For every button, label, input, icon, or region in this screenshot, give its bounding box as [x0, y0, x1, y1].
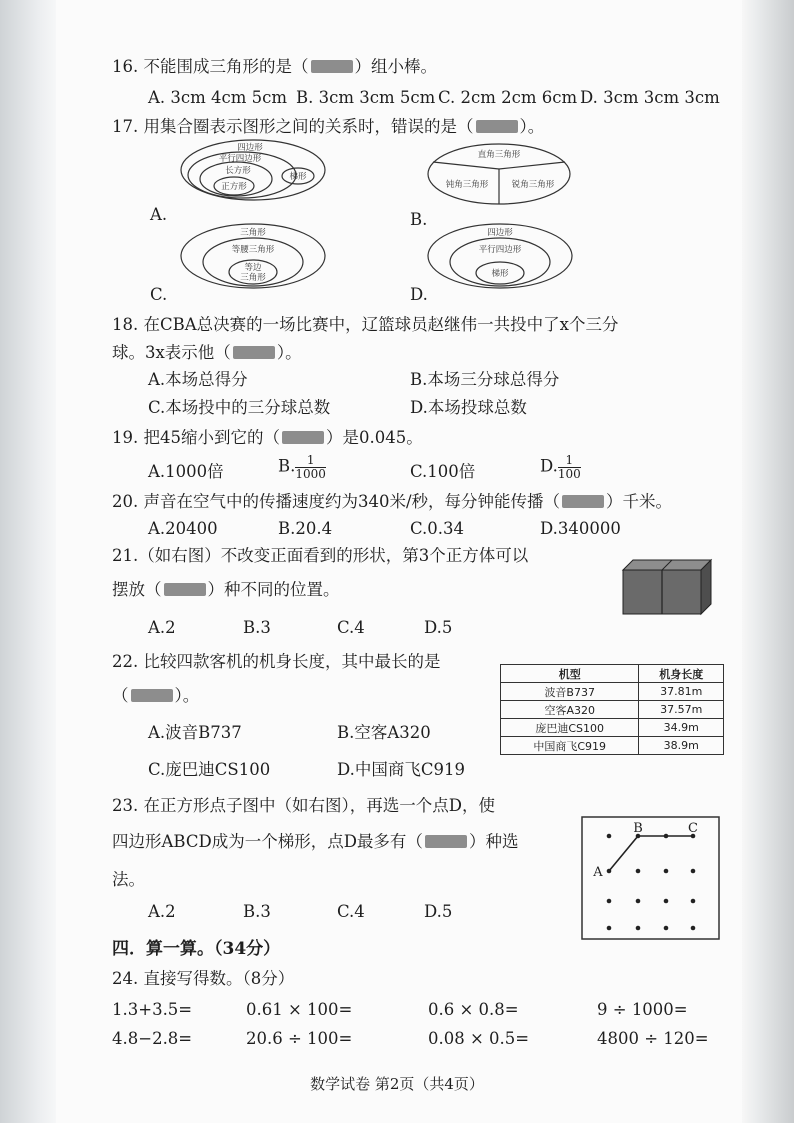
table-row — [501, 683, 724, 701]
q21-option-c: C.4 — [337, 618, 365, 637]
venn-diagram-a — [178, 138, 328, 202]
q24-item: 0.08 × 0.5= — [428, 1029, 530, 1048]
label-parallelogram-d: 平行四边形 — [478, 245, 522, 255]
answer-blank — [233, 346, 275, 359]
q20-stem-text-end: ）千米。 — [606, 492, 673, 511]
answer-blank — [311, 60, 353, 73]
q24-item: 4800 ÷ 120= — [597, 1029, 709, 1048]
q21-option-d: D.5 — [424, 618, 453, 637]
q24-item: 4.8−2.8= — [112, 1029, 193, 1048]
grid-dots — [607, 834, 696, 931]
label-square: 正方形 — [221, 182, 247, 192]
fraction-numerator: 1 — [558, 454, 581, 468]
q20-option-a: A.20400 — [148, 519, 218, 538]
q24-item: 0.6 × 0.8= — [428, 1000, 519, 1019]
table-header-row — [501, 665, 724, 683]
q21-option-b: B.3 — [243, 618, 271, 637]
fraction — [295, 454, 326, 480]
point-c-label: C — [688, 821, 698, 836]
q18-stem-line2 — [112, 343, 302, 363]
fraction-denominator: 1000 — [295, 466, 326, 481]
q17-stem-text: 17. 用集合圈表示图形之间的关系时，错误的是（ — [112, 117, 474, 136]
q21-stem-line1: 21.（如右图）不改变正面看到的形状，第3个正方体可以 — [112, 546, 529, 565]
q22-stem-text: （ — [112, 686, 129, 705]
table-cell: 37.57m — [639, 701, 724, 719]
label-equilateral-1: 等边 — [244, 263, 262, 273]
answer-blank — [282, 431, 324, 444]
q24-item: 9 ÷ 1000= — [597, 1000, 688, 1019]
q19-stem-text: 19. 把45缩小到它的（ — [112, 428, 280, 447]
q17-label-c: C. — [150, 285, 168, 304]
label-rectangle: 长方形 — [225, 166, 251, 176]
label-obtuse-triangle: 钝角三角形 — [445, 180, 489, 190]
q21-stem-text: 摆放（ — [112, 580, 162, 599]
q16-option-b: B. 3cm 3cm 5cm — [296, 88, 436, 107]
label-trapezoid: 梯形 — [289, 172, 307, 182]
table-header-cell: 机身长度 — [639, 665, 724, 683]
table-row — [501, 701, 724, 719]
q23-option-b: B.3 — [243, 902, 271, 921]
q18-option-c: C.本场投中的三分球总数 — [148, 398, 331, 417]
q16-option-c: C. 2cm 2cm 6cm — [438, 88, 578, 107]
q23-option-d: D.5 — [424, 902, 453, 921]
q22-option-a: A.波音B737 — [148, 723, 242, 742]
table-row — [501, 719, 724, 737]
point-a-label: A — [593, 865, 603, 880]
table-cell: 庞巴迪CS100 — [501, 719, 639, 737]
q19-option-b-label: B. — [278, 456, 296, 476]
q22-option-c: C.庞巴迪CS100 — [148, 760, 271, 779]
q24-item: 1.3+3.5= — [112, 1000, 193, 1019]
table-cell: 34.9m — [639, 719, 724, 737]
q22-stem-line1: 22. 比较四款客机的机身长度，其中最长的是 — [112, 652, 441, 671]
answer-blank — [476, 120, 518, 133]
table-cell: 中国商飞C919 — [501, 737, 639, 755]
answer-blank — [131, 689, 173, 702]
label-quadrilateral-d: 四边形 — [487, 228, 513, 238]
q17-stem-text-end: ）。 — [519, 117, 545, 136]
q18-option-a: A.本场总得分 — [148, 370, 248, 389]
point-b-label: B — [633, 821, 643, 836]
answer-blank — [164, 583, 206, 596]
q22-stem-text-end: ）。 — [174, 686, 200, 705]
q16-stem-text: 16. 不能围成三角形的是（ — [112, 57, 309, 76]
q19-option-c: C.100倍 — [410, 462, 476, 481]
q23-option-a: A.2 — [148, 902, 176, 921]
q18-stem-line1: 18. 在CBA总决赛的一场比赛中，辽篮球员赵继伟一共投中了x个三分 — [112, 315, 619, 334]
label-trapezoid-d: 梯形 — [491, 269, 509, 279]
fraction-numerator: 1 — [295, 454, 326, 468]
q21-stem-line2 — [112, 580, 340, 600]
q16-option-d: D. 3cm 3cm 3cm — [580, 88, 720, 107]
label-triangle: 三角形 — [240, 228, 266, 238]
venn-diagram-c — [178, 222, 328, 290]
q19-option-b — [278, 454, 326, 480]
label-quadrilateral: 四边形 — [237, 143, 263, 153]
venn-diagram-b — [425, 142, 573, 206]
table-cell: 空客A320 — [501, 701, 639, 719]
table-row — [501, 737, 724, 755]
q18-option-d: D.本场投球总数 — [410, 398, 527, 417]
q21-option-a: A.2 — [148, 618, 176, 637]
two-cubes-figure — [620, 552, 716, 616]
q21-stem-text-end: ）种不同的位置。 — [207, 580, 340, 599]
q17-label-b: B. — [410, 210, 428, 229]
label-equilateral-2: 三角形 — [240, 273, 266, 283]
q19-stem — [112, 428, 423, 448]
q23-stem-line3: 法。 — [112, 870, 145, 889]
q17-label-d: D. — [410, 285, 428, 304]
label-parallelogram: 平行四边形 — [218, 154, 262, 164]
q18-stem-text: 球。3x表示他（ — [112, 343, 231, 362]
q23-stem-line2 — [112, 832, 518, 852]
q17-stem — [112, 117, 544, 137]
label-acute-triangle: 锐角三角形 — [511, 180, 555, 190]
q20-option-d: D.340000 — [540, 519, 621, 538]
q22-stem-line2 — [112, 686, 199, 706]
label-isosceles-triangle: 等腰三角形 — [231, 245, 275, 255]
q16-option-a: A. 3cm 4cm 5cm — [148, 88, 288, 107]
q20-stem-text: 20. 声音在空气中的传播速度约为340米/秒，每分钟能传播（ — [112, 492, 561, 511]
q20-option-c: C.0.34 — [410, 519, 465, 538]
answer-blank — [562, 495, 604, 508]
q19-option-d-label: D. — [540, 456, 558, 476]
table-cell: 波音B737 — [501, 683, 639, 701]
venn-diagram-d — [425, 222, 575, 290]
q16-stem-text-end: ）组小棒。 — [354, 57, 437, 76]
q22-option-d: D.中国商飞C919 — [337, 760, 466, 779]
q17-label-a: A. — [150, 205, 168, 224]
q18-stem-text-end: ）。 — [276, 343, 302, 362]
q20-stem — [112, 492, 672, 512]
page-footer: 数学试卷 第2页（共4页） — [310, 1075, 484, 1093]
page-shadow-right — [742, 0, 794, 1123]
q23-stem-text-end: ）种选 — [468, 832, 519, 851]
q20-option-b: B.20.4 — [278, 519, 333, 538]
q24-item: 20.6 ÷ 100= — [246, 1029, 353, 1048]
q23-option-c: C.4 — [337, 902, 365, 921]
fraction — [558, 454, 581, 480]
q18-option-b: B.本场三分球总得分 — [410, 370, 560, 389]
q23-stem-line1: 23. 在正方形点子图中（如右图），再选一个点D，使 — [112, 796, 495, 815]
q24-item: 0.61 × 100= — [246, 1000, 353, 1019]
answer-blank — [425, 835, 467, 848]
aircraft-length-table — [500, 664, 724, 755]
dot-grid-figure — [581, 816, 720, 940]
q23-stem-text: 四边形ABCD成为一个梯形，点D最多有（ — [112, 832, 423, 851]
label-right-triangle: 直角三角形 — [477, 150, 521, 160]
q24-stem: 24. 直接写得数。（8分） — [112, 969, 295, 988]
q16-stem — [112, 57, 437, 77]
q19-stem-text-end: ）是0.045。 — [325, 428, 423, 447]
section-4-title: 四．算一算。（34分） — [112, 939, 281, 959]
q22-option-b: B.空客A320 — [337, 723, 431, 742]
table-cell: 38.9m — [639, 737, 724, 755]
q19-option-a: A.1000倍 — [148, 462, 224, 481]
page-shadow-left — [0, 0, 56, 1123]
q19-option-d — [540, 454, 581, 480]
table-header-cell: 机型 — [501, 665, 639, 683]
table-cell: 37.81m — [639, 683, 724, 701]
fraction-denominator: 100 — [557, 466, 581, 481]
